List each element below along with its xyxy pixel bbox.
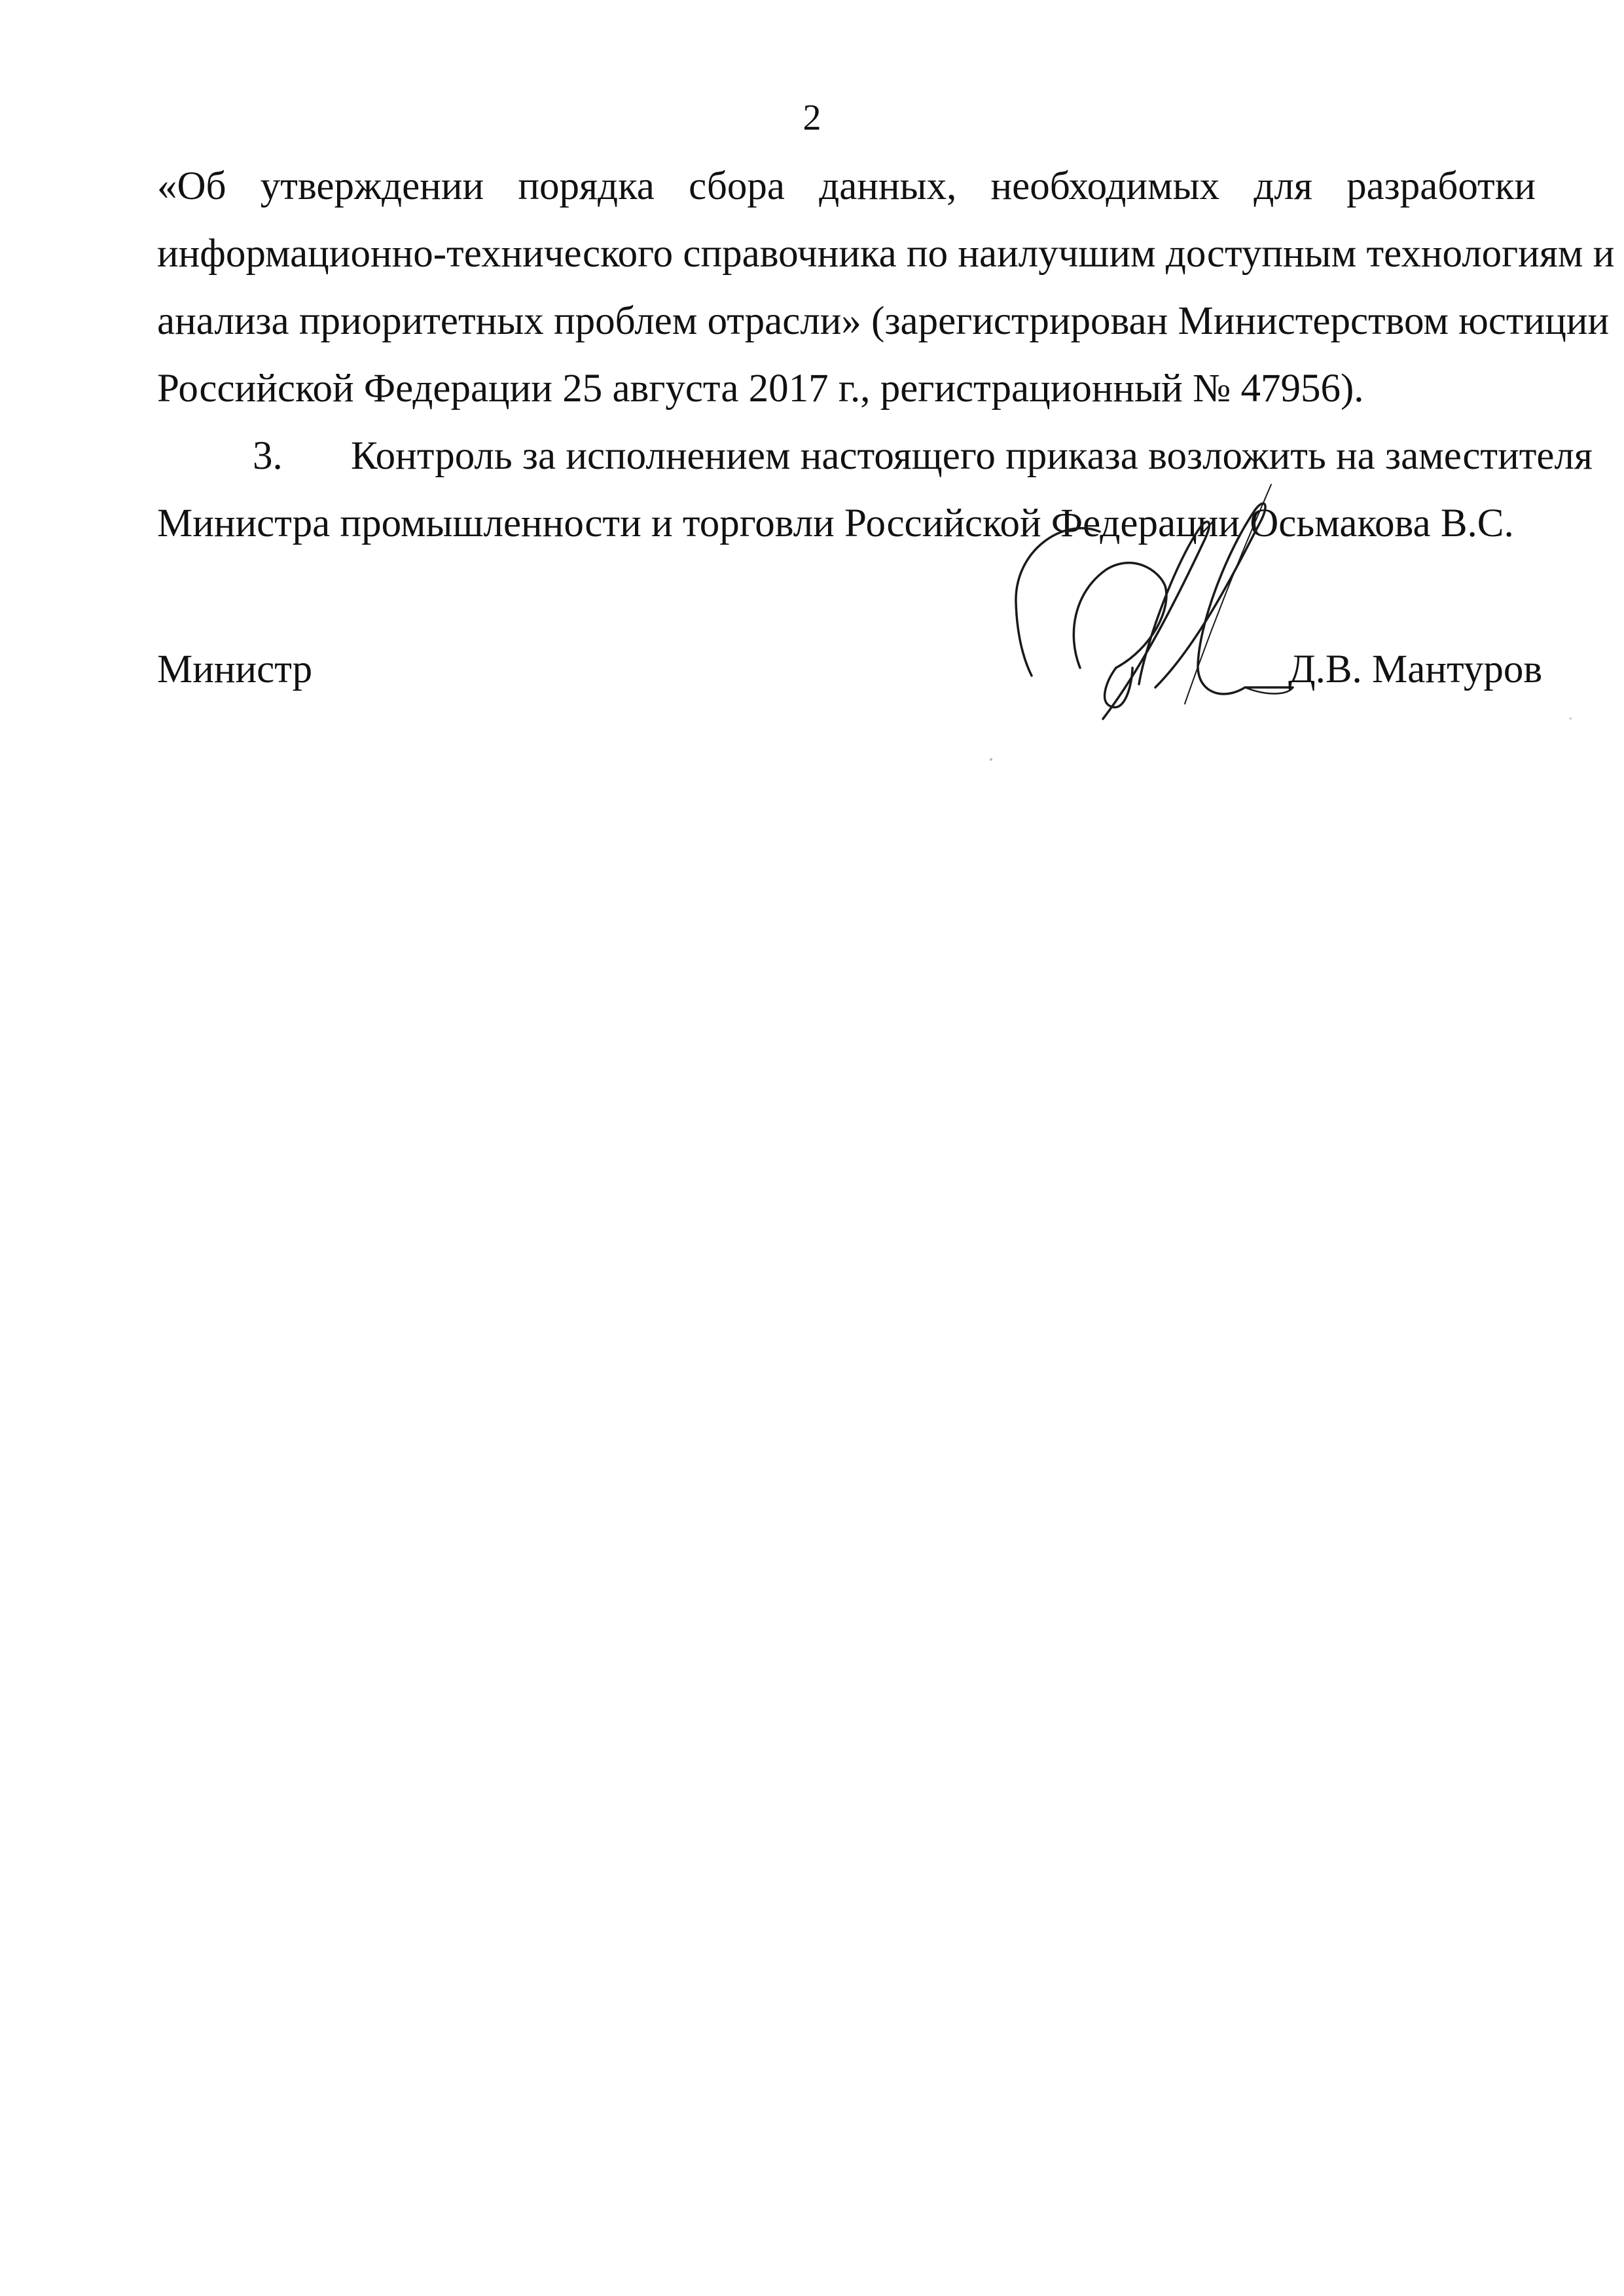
scan-speck — [1570, 718, 1572, 720]
paragraph-line: Российской Федерации 25 августа 2017 г., регистрационный № 47956). — [157, 367, 1364, 410]
signatory-title: Министр — [157, 647, 313, 691]
list-item-number: 3. — [253, 434, 283, 478]
list-item-line: Министра промышленности и торговли Российской Федерации Осьмакова В.С. — [157, 501, 1514, 545]
list-item-line: Контроль за исполнением настоящего приказа возложить на заместителя — [351, 434, 1593, 478]
paragraph-line: информационно-технического справочника по наилучшим доступным технологиям и — [157, 232, 1615, 276]
paragraph-line: «Об утверждении порядка сбора данных, необходимых для разработки — [157, 164, 1536, 208]
paragraph-line: анализа приоритетных проблем отрасли» (зарегистрирован Министерством юстиции — [157, 299, 1610, 343]
page-number: 2 — [803, 98, 821, 138]
signatory-name: Д.В. Мантуров — [1288, 647, 1543, 691]
scan-speck — [990, 758, 992, 761]
